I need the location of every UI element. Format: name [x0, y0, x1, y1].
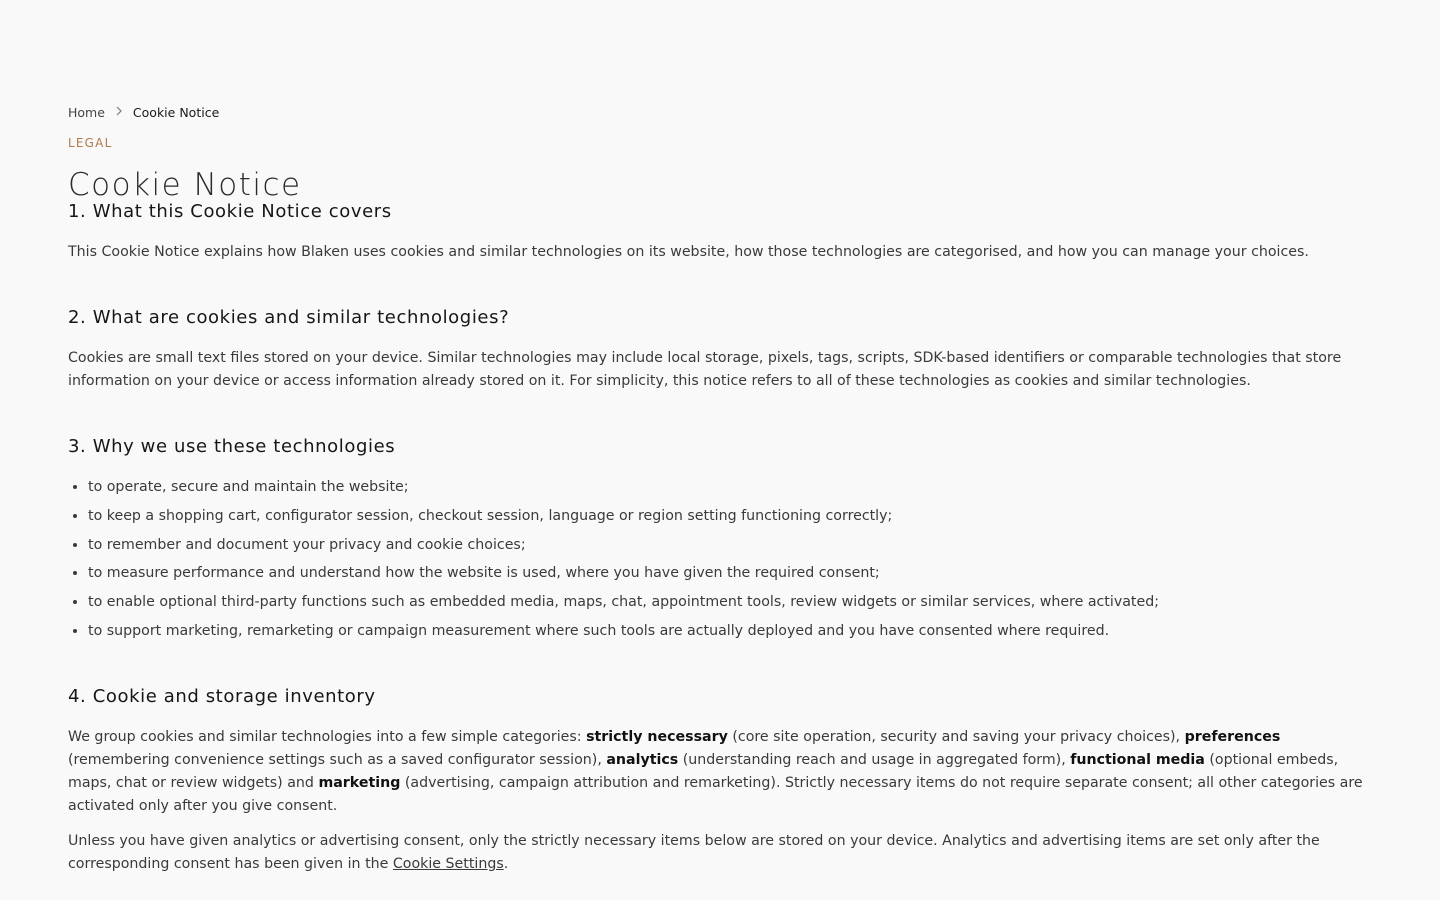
breadcrumb-current: Cookie Notice — [132, 104, 220, 120]
category-analytics: analytics — [606, 751, 679, 768]
list-item: • to operate, secure and maintain the website; — [88, 476, 1372, 499]
text-span: (optional embeds, maps, chat or review widgets) and — [68, 751, 1339, 791]
breadcrumb-home-link[interactable]: Home — [68, 104, 105, 120]
list-item: • to remember and document your privacy and cookie choices; — [88, 534, 1372, 557]
text-span: Unless you have given analytics or advertising consent, only the strictly necessary items below are stored on your device. Analytics and advertising items are set only after the corresponding consent has been given in the — [68, 832, 1320, 872]
text-span: (advertising, campaign attribution and remarketing). Strictly necessary items do not require separate consent; all other categories are activated only after you give consent. — [68, 774, 1363, 814]
category-functional-media: functional media — [1070, 751, 1205, 768]
section-what-covers — [68, 200, 1372, 264]
list-item: • to support marketing, remarketing or campaign measurement where such tools are actually deployed and you have consented where required. — [88, 620, 1372, 643]
list-item: • to keep a shopping cart, configurator session, checkout session, language or region setting functioning correctly; — [88, 505, 1372, 528]
breadcrumb — [68, 96, 1372, 128]
cookie-settings-link[interactable]: Cookie Settings — [392, 855, 504, 872]
category-marketing: marketing — [318, 774, 401, 791]
text-span: We group cookies and similar technologies into a few simple categories: — [68, 728, 587, 745]
section-paragraph: Cookies are small text files stored on your device. Similar technologies may include local storage, pixels, tags, scripts, SDK-based identifiers or comparable technologies that store information on your device or access information already stored on it. For simplicity, this notice refers to all of these technologies as cookies and similar technologies. — [68, 350, 1342, 389]
section-paragraph: This Cookie Notice explains how Blaken uses cookies and similar technologies on its website, how those technologies are categorised, and how you can manage your choices. — [68, 244, 1309, 260]
reasons-list — [68, 476, 1372, 643]
list-item: • to enable optional third-party functions such as embedded media, maps, chat, appointment tools, review widgets or similar services, where activated; — [88, 591, 1372, 614]
inventory-categories-paragraph — [68, 726, 1372, 818]
chevron-right-icon — [115, 105, 123, 119]
section-heading: 3. Why we use these technologies — [68, 436, 396, 457]
inventory-consent-paragraph — [68, 830, 1372, 876]
section-heading: 1. What this Cookie Notice covers — [68, 201, 392, 222]
text-span: (remembering convenience settings such as a saved configurator session), — [68, 751, 607, 768]
section-what-are-cookies — [68, 306, 1372, 393]
category-preferences: preferences — [1184, 728, 1281, 745]
text-span: (understanding reach and usage in aggregated form), — [678, 751, 1071, 768]
page-title: Cookie Notice — [68, 167, 302, 203]
text-span: (core site operation, security and saving your privacy choices), — [727, 728, 1185, 745]
top-spacer — [68, 0, 1372, 96]
list-item: • to measure performance and understand how the website is used, where you have given the required consent; — [88, 562, 1372, 585]
eyebrow-label: LEGAL — [68, 136, 113, 150]
section-why-we-use — [68, 435, 1372, 643]
text-span: . — [503, 855, 509, 872]
category-strictly-necessary: strictly necessary — [586, 728, 728, 745]
section-heading: 2. What are cookies and similar technologies? — [68, 307, 510, 328]
section-heading: 4. Cookie and storage inventory — [68, 685, 376, 707]
section-inventory — [68, 685, 1372, 876]
